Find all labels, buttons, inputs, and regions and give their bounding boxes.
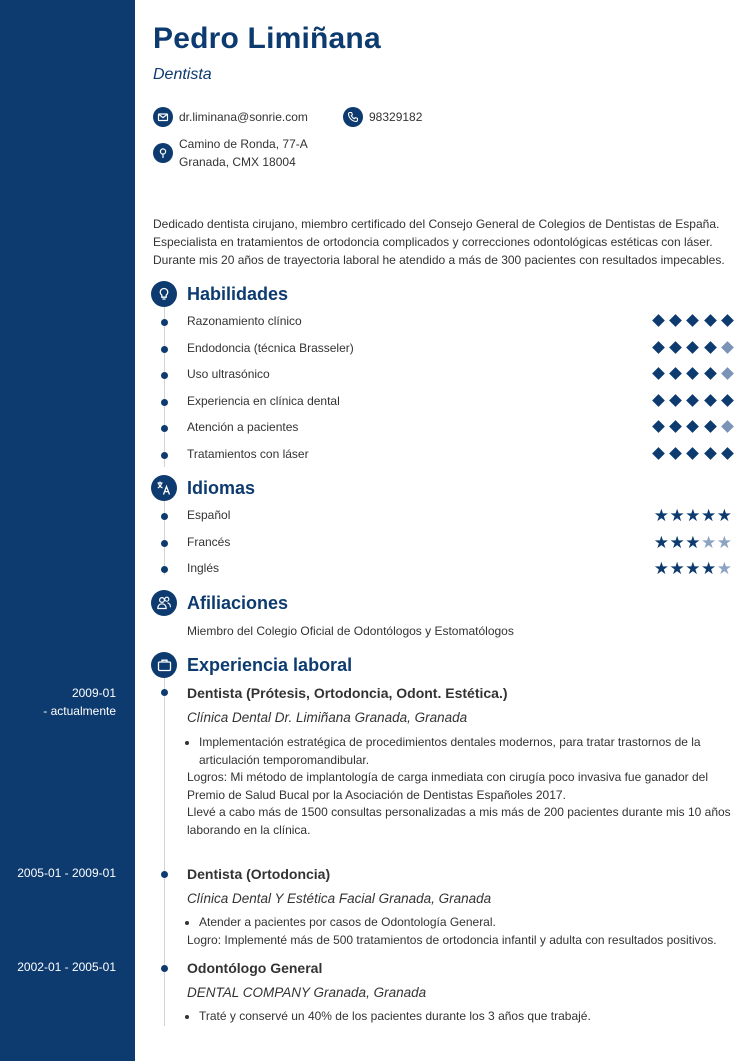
rating-diamond-filled-icon [669,394,682,407]
job-date-end: - actualmente [43,704,116,718]
skills-title: Habilidades [187,284,289,304]
skill-rating [646,422,732,431]
experience-timeline-line [164,678,165,1026]
rating-star-empty-icon: ★ [716,532,732,552]
timeline-dot [161,871,168,878]
rating-diamond-empty-icon [721,367,734,380]
candidate-name: Pedro Limiñana [153,22,381,55]
rating-diamond-filled-icon [687,447,700,460]
rating-diamond-empty-icon [721,341,734,354]
skill-label: Uso ultrasónico [187,367,270,381]
phone-icon [343,107,363,127]
skill-rating [646,449,732,458]
contact-address [153,135,308,171]
skill-rating [646,396,732,405]
timeline-dot [161,346,168,353]
rating-diamond-filled-icon [704,394,717,407]
skill-rating [646,316,732,325]
address-text [179,135,308,171]
rating-diamond-filled-icon [652,341,665,354]
rating-star-filled-icon: ★ [653,532,669,552]
rating-diamond-filled-icon [704,341,717,354]
job-date: 2005-01 - 2009-01 [17,866,116,880]
rating-diamond-filled-icon [704,447,717,460]
rating-diamond-filled-icon [704,314,717,327]
email-text: dr.liminana@sonrie.com [179,110,308,124]
rating-diamond-filled-icon [652,394,665,407]
rating-star-filled-icon: ★ [701,506,717,525]
job-company: Clínica Dental Y Estética Facial Granada, Granada [187,891,492,906]
rating-diamond-filled-icon [652,367,665,380]
affiliation-item: Miembro del Colegio Oficial de Odontólogos y Estomatólogos [187,624,514,638]
rating-star-filled-icon: ★ [669,506,685,525]
timeline-dot [161,399,168,406]
job-achievement: Logros: Mi método de implantología de carga inmediata con cirugía poco invasiva fue ganador del Premio de Salud Bucal por la Asociación de Dentistas Españoles 2017. [187,770,708,802]
skills-section-icon [151,281,177,307]
languages-section-icon [151,475,177,501]
rating-star-filled-icon: ★ [669,559,685,578]
address-line-2: Granada, CMX 18004 [179,155,296,169]
job-date-start: 2009-01 [71,686,116,700]
timeline-dot [161,689,168,696]
rating-diamond-filled-icon [687,394,700,407]
rating-diamond-filled-icon [652,447,665,460]
language-label: Inglés [187,561,220,575]
rating-star-filled-icon: ★ [685,532,701,552]
affiliations-title: Afiliaciones [187,593,289,613]
skill-label: Atención a pacientes [187,420,299,434]
job-bullet: • Implementación estratégica de procedimientos dentales modernos, para tratar trastornos de la articulación temporomandibular. [199,734,732,769]
job-bullet: • Atender a pacientes por casos de Odontología General. [199,914,732,932]
language-rating [653,534,732,551]
rating-diamond-filled-icon [704,367,717,380]
job-title: Dentista (Prótesis, Ortodoncia, Odont. Estética.) [187,685,508,701]
rating-star-filled-icon: ★ [716,506,732,525]
address-line-1: Camino de Ronda, 77-A [179,137,308,151]
rating-star-filled-icon: ★ [685,506,701,525]
language-rating [653,560,732,577]
language-label: Francés [187,534,231,549]
experience-title: Experiencia laboral [187,655,353,675]
job-description [187,734,732,839]
job-company: DENTAL COMPANY Granada, Granada [187,985,427,1000]
job-achievement: Logro: Implementé más de 500 tratamientos de ortodoncia infantil y adulta con resultados positivos. [187,932,717,947]
rating-diamond-filled-icon [721,394,734,407]
rating-star-filled-icon: ★ [669,532,685,552]
rating-star-filled-icon: ★ [701,559,717,578]
rating-diamond-filled-icon [704,420,717,433]
timeline-dot [161,319,168,326]
rating-diamond-filled-icon [669,341,682,354]
rating-diamond-filled-icon [687,420,700,433]
email-icon [153,107,173,127]
skill-rating [646,369,732,378]
timeline-dot [161,513,168,520]
languages-title: Idiomas [187,478,256,498]
timeline-dot [161,965,168,972]
skill-label: Tratamientos con láser [187,446,309,461]
profile-summary: Dedicado dentista cirujano, miembro certificado del Consejo General de Colegios de Dentistas de España. Especialista en tratamientos de ortodoncia complicados y correcciones odontológicas estéticas con láser. Durante mis 20 años de trayectoria laboral he atendido a más de 300 pacientes con resultados impecables. [153,217,725,267]
contact-email[interactable] [153,107,308,127]
experience-section-icon [151,652,177,678]
rating-diamond-filled-icon [669,420,682,433]
language-label: Español [187,508,231,522]
skills-timeline-line [164,307,165,467]
rating-diamond-filled-icon [652,420,665,433]
timeline-dot [161,540,168,547]
rating-star-empty-icon: ★ [701,532,717,552]
affiliations-section-icon [151,590,177,616]
job-description [187,914,732,949]
timeline-dot [161,425,168,432]
job-date [0,684,116,720]
rating-star-empty-icon: ★ [716,559,732,578]
rating-diamond-empty-icon [721,420,734,433]
job-description [187,1008,732,1026]
language-rating [653,507,732,524]
job-title: Odontólogo General [187,960,323,976]
rating-diamond-filled-icon [721,447,734,460]
phone-text: 98329182 [369,110,423,124]
job-company: Clínica Dental Dr. Limiñana Granada, Granada [187,710,468,725]
rating-star-filled-icon: ★ [685,559,701,578]
job-title: Dentista (Ortodoncia) [187,866,331,882]
sidebar [0,0,135,1061]
job-date: 2002-01 - 2005-01 [17,960,116,974]
rating-diamond-filled-icon [669,447,682,460]
job-bullet: • Traté y conservé un 40% de los pacientes durante los 3 años que trabajé. [199,1008,732,1026]
job-achievement: Llevé a cabo más de 1500 consultas personalizadas a mis más de 200 pacientes durante mis 10 años laborando en la clínica. [187,805,731,837]
location-pin-icon [153,143,173,163]
contact-phone[interactable] [343,107,422,127]
timeline-dot [161,452,168,459]
rating-star-filled-icon: ★ [653,506,669,525]
rating-diamond-filled-icon [669,367,682,380]
skill-label: Endodoncia (técnica Brasseler) [187,340,354,355]
candidate-role: Dentista [153,66,212,83]
rating-star-filled-icon: ★ [653,559,669,578]
rating-diamond-filled-icon [669,314,682,327]
rating-diamond-filled-icon [687,341,700,354]
timeline-dot [161,372,168,379]
timeline-dot [161,566,168,573]
rating-diamond-filled-icon [687,367,700,380]
rating-diamond-filled-icon [652,314,665,327]
rating-diamond-filled-icon [721,314,734,327]
rating-diamond-filled-icon [687,314,700,327]
skill-label: Experiencia en clínica dental [187,393,340,408]
skill-rating [646,343,732,352]
skill-label: Razonamiento clínico [187,314,302,328]
